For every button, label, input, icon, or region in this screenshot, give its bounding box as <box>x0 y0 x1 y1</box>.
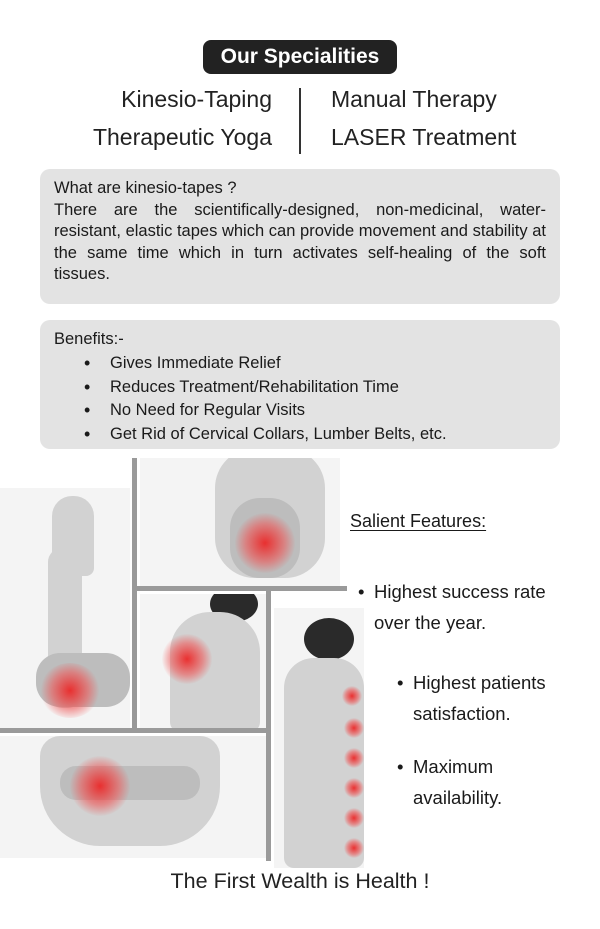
kinesio-info-panel <box>40 169 560 304</box>
collage-frame-line <box>137 586 347 591</box>
benefit-item: • Gives Immediate Relief <box>84 352 546 376</box>
speciality-laser-treatment: LASER Treatment <box>331 124 517 150</box>
salient-features-heading: Salient Features: <box>350 511 487 531</box>
collage-frame-line <box>132 458 137 730</box>
specialities-badge: Our Specialities <box>203 40 397 74</box>
feature-text: Maximum availability. <box>413 756 503 808</box>
spine-pain-photo <box>274 608 364 868</box>
photo-collage <box>0 458 600 868</box>
knee-pain-photo <box>140 458 340 586</box>
benefit-item: • Reduces Treatment/Rehabilitation Time <box>84 376 546 400</box>
elbow-pain-photo <box>0 488 130 728</box>
collage-frame-line <box>0 728 270 733</box>
feature-text: Highest patients satisfaction. <box>413 672 546 724</box>
feature-item: • Maximum availability. <box>413 751 502 813</box>
benefits-panel <box>40 320 560 449</box>
kinesio-answer: There are the scientifically-designed, non-medicinal, water-resistant, elastic tapes which can provide movement and stability at the same time which in turn activates self-healing of the soft tissues. <box>54 200 546 283</box>
health-tagline: The First Wealth is Health ! <box>170 869 430 893</box>
speciality-manual-therapy: Manual Therapy <box>331 86 497 112</box>
benefit-item: • Get Rid of Cervical Collars, Lumber Belts, etc. <box>84 423 546 447</box>
speciality-kinesio-taping: Kinesio-Taping <box>121 86 272 112</box>
specialities-divider <box>299 88 301 154</box>
speciality-therapeutic-yoga: Therapeutic Yoga <box>92 124 272 150</box>
benefit-item: • No Need for Regular Visits <box>84 399 546 423</box>
feature-text: Highest success rate over the year. <box>374 581 546 633</box>
lower-back-pain-photo <box>0 736 266 858</box>
benefits-list <box>54 352 546 447</box>
feature-item: • Highest patients satisfaction. <box>413 667 546 729</box>
shoulder-pain-photo <box>140 594 266 728</box>
kinesio-question: What are kinesio-tapes ? <box>54 179 237 197</box>
collage-frame-line <box>266 591 271 861</box>
benefits-heading: Benefits:- <box>54 330 124 348</box>
feature-item: • Highest success rate over the year. <box>374 576 546 638</box>
